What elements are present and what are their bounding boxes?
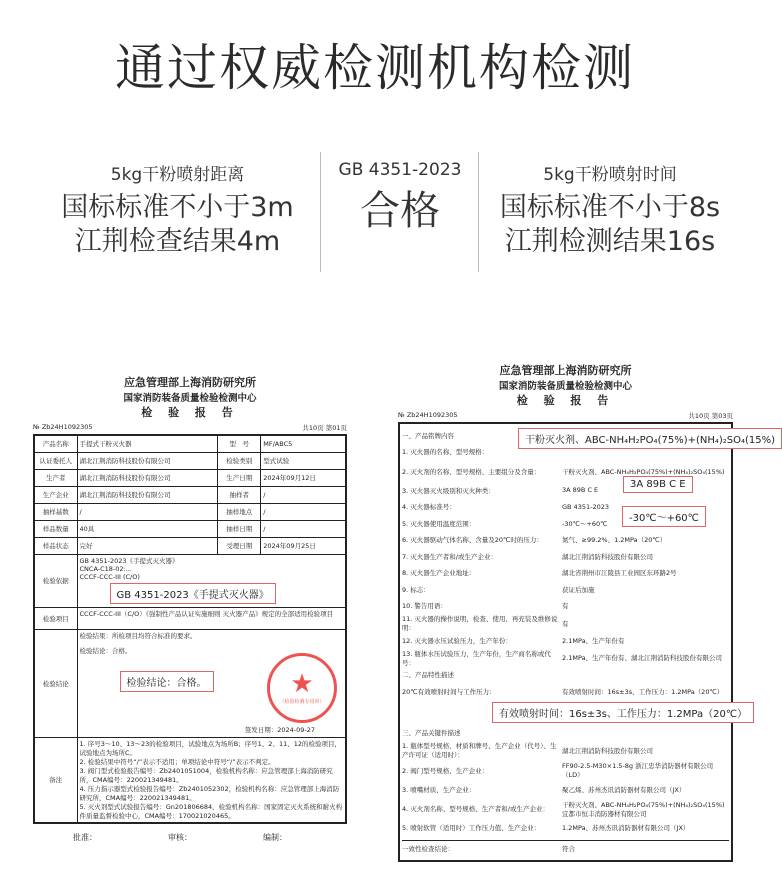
field-label: 11. 灭火器的操作说明，检查、使用、再充装及维修说明： xyxy=(402,615,558,632)
table-row xyxy=(34,486,346,503)
field-label: 3. 喷嘴材质、生产企业： xyxy=(402,785,476,794)
note-item: 2. 检验结果中符号“/”表示不适用；单项结论中符号“/”表示不判定。 xyxy=(79,757,275,766)
field-label: 6. 灭火器驱动气体名称、含量及20℃时的压力： xyxy=(402,536,543,545)
items-text: CCCF-CCC-III（C/O）《强制性产品认证实施细则 灭火器产品》规定的全部适用检验项目 xyxy=(79,609,334,618)
table-row xyxy=(402,725,729,742)
notes-label: 备注 xyxy=(34,737,77,823)
field-label: 20℃有效喷射时间与工作压力： xyxy=(402,687,496,696)
inspection-report-page-1 xyxy=(33,374,347,846)
notes-row xyxy=(34,737,346,823)
report-center: 国家消防装备质量检验检测中心 xyxy=(498,381,632,392)
report-org: 应急管理部上海消防研究所 xyxy=(124,376,256,389)
table-row xyxy=(34,503,346,520)
divider xyxy=(478,152,479,272)
page-number: 共10页 第03页 xyxy=(688,412,733,420)
page-number: 共10页 第01页 xyxy=(302,424,347,432)
official-seal-icon xyxy=(267,653,337,723)
field-value: 1.2MPa、苏州杰讯消防器材有限公司（JX） xyxy=(562,824,690,833)
conclusion-label: 检验结论 xyxy=(34,629,77,737)
field-value: 聚乙烯、苏州杰讯消防器材有限公司（JX） xyxy=(562,785,686,794)
stat-result: 合格 xyxy=(360,188,440,234)
field-label: 10. 警告用语： xyxy=(402,602,447,611)
field-label: 3. 灭火器灭火级别和灭火种类： xyxy=(402,486,495,495)
field-value: 有效喷射时间：16s±3s、工作压力：1.2MPa（20℃） xyxy=(562,687,724,696)
cell-value: / xyxy=(261,520,346,537)
field-value: 干粉灭火剂、ABC-NH₄H₂PO₄(75%)+(NH₄)₂SO₄(15%) 宜都市恒丰消防器材有限公司 xyxy=(562,800,725,818)
stat-label: GB 4351-2023 xyxy=(338,160,462,180)
table-row xyxy=(34,537,346,554)
review-label: 审核： xyxy=(168,833,192,842)
table-row xyxy=(402,632,729,649)
cell-value: 湖北江荆消防科技股份有限公司 xyxy=(77,452,218,469)
note-item: 1. 序号3～10、13～23的检验项目，试验地点为场所B；序号1、2、11、12的检验项目，试验地点为场所C。 xyxy=(79,739,341,757)
field-label: 8. 灭火器生产企业地址： xyxy=(402,569,476,578)
cell-label: 认证委托人 xyxy=(34,452,77,469)
table-row xyxy=(402,759,729,781)
field-value: 3A 89B C E xyxy=(562,486,599,495)
basis-label: 检验依据 xyxy=(34,554,77,607)
cell-label: 产品名称 xyxy=(34,435,77,452)
agent-callout: 干粉灭火剂、ABC-NH₄H₂PO₄(75%)+(NH₄)₂SO₄(15%) xyxy=(518,428,782,449)
table-row xyxy=(402,581,729,598)
cell-value: 湖北江荆消防科技股份有限公司 xyxy=(77,486,218,503)
sign-date: 签发日期：2024-09-27 xyxy=(244,725,315,734)
basis-callout: GB 4351-2023《手提式灭火器》 xyxy=(110,583,276,604)
cell-label: 生产者 xyxy=(34,469,77,486)
report-org: 应急管理部上海消防研究所 xyxy=(499,364,632,377)
basis-content xyxy=(77,554,346,607)
cell-label: 型 号 xyxy=(218,435,261,452)
cell-value: 40具 xyxy=(77,520,218,537)
field-value: -30℃～+60℃ xyxy=(562,519,608,528)
field-label: 2. 灭火剂的名称、型号规格、主要组分及含量： xyxy=(402,467,541,476)
cell-value: 手提式干粉灭火器 xyxy=(77,435,218,452)
spray-time-stat xyxy=(485,160,735,259)
field-value: 干粉灭火剂、ABC-NH₄H₂PO₄(75%)+(NH₄)₂SO₄(15%) xyxy=(562,467,725,476)
field-label: 1. 瓶体型号规格、材质和牌号、生产企业（代号）、生产许可证（适用时）： xyxy=(402,742,557,759)
table-row xyxy=(402,741,729,759)
basis-row xyxy=(34,554,346,607)
cell-label: 受理日期 xyxy=(218,537,261,554)
notes-content xyxy=(77,737,346,823)
field-value: 获证后加施 xyxy=(562,585,595,594)
cell-value: 2024年09月25日 xyxy=(261,537,346,554)
items-content xyxy=(77,607,346,629)
table-row xyxy=(402,598,729,615)
report-number: № Zb24H1092305 xyxy=(33,423,93,431)
field-label: 三、产品关键件描述 xyxy=(402,729,461,738)
cell-value: 完好 xyxy=(77,537,218,554)
cell-label: 样品数量 xyxy=(34,520,77,537)
note-item: 3. 阀门型式检验报告编号：Zb2401051004，检验机构名称：应急管理部上海消防研究所，CMA编号：220021349481。 xyxy=(79,766,333,784)
table-row xyxy=(402,667,729,684)
field-label: 4. 灭火剂名称、型号规格、生产者和/或生产企业： xyxy=(402,805,549,813)
note-item: 4. 压力指示器型式检验报告编号：Zb2401052302，检验机构名称：应急管理部上海消防研究所，CMA编号：220021349481。 xyxy=(79,784,340,802)
table-row xyxy=(402,820,729,837)
table-row xyxy=(34,452,346,469)
note-item: 5. 灭火剂型式试验报告编号：Gn201806684，检验机构名称：国家固定灭火系统和耐火构件质量监督检验中心，CMA编号：170021020465。 xyxy=(79,802,343,820)
spray-time-callout: 有效喷射时间：16s±3s、工作压力：1.2MPa（20℃） xyxy=(492,702,754,723)
field-value: 湖北江荆消防科技股份有限公司 xyxy=(562,746,653,755)
approve-label: 批准： xyxy=(73,833,97,842)
field-label: 二、产品特性描述 xyxy=(402,671,454,680)
field-label: 一、产品铭牌内容 xyxy=(402,431,454,440)
cell-label: 抽样基数 xyxy=(34,503,77,520)
cell-label: 抽样日期 xyxy=(218,520,261,537)
compile-label: 编制： xyxy=(263,833,287,842)
report-center: 国家消防装备质量检验检测中心 xyxy=(123,393,257,404)
items-label: 检验项目 xyxy=(34,607,77,629)
conclusion-row xyxy=(34,629,346,737)
table-row xyxy=(402,781,729,798)
stat-result: 江荆检查结果4m xyxy=(74,226,281,257)
cell-label: 检验类别 xyxy=(218,452,261,469)
basis-item: CNCA-C18-02:... xyxy=(79,564,132,573)
basis-item: CCCF-CCC-III (C/O) xyxy=(79,572,140,581)
report-title: 检 验 报 告 xyxy=(516,394,615,407)
table-row xyxy=(402,798,729,820)
stat-result: 江荆检测结果16s xyxy=(504,226,716,257)
cell-value: 湖北江荆消防科技股份有限公司 xyxy=(77,469,218,486)
stat-standard: 国标标准不小于8s xyxy=(499,192,721,223)
field-value: GB 4351-2023 xyxy=(562,502,609,511)
field-value: 有 xyxy=(562,619,569,628)
field-label: 5. 灭火器使用温度范围： xyxy=(402,519,476,528)
conclusion-text: 检验结论：合格。 xyxy=(79,646,132,655)
table-row xyxy=(402,532,729,549)
conclusion-content xyxy=(77,629,346,737)
cell-value: / xyxy=(261,503,346,520)
basis-item: GB 4351-2023《手提式灭火器》 xyxy=(79,556,179,565)
field-label: 一致性检查结论： xyxy=(402,845,454,854)
field-value: 2.1MPa、生产年份有、湖北江荆消防科技股份有限公司 xyxy=(562,654,723,662)
page-title: 通过权威检测机构检测 xyxy=(115,39,635,97)
result-text: 检验结果：所检项目均符合标准的要求。 xyxy=(79,631,197,640)
cell-value: / xyxy=(77,503,218,520)
report-title: 检 验 报 告 xyxy=(141,406,239,419)
report-number: № Zb24H1092305 xyxy=(398,411,458,419)
stat-standard: 国标标准不小于3m xyxy=(61,192,294,223)
class-callout: 3A 89B C E xyxy=(623,476,693,493)
field-value: 2.1MPa、生产年份有 xyxy=(562,636,625,645)
field-value: 湖北江荆消防科技股份有限公司 xyxy=(562,552,653,561)
cell-label: 抽样地点 xyxy=(218,503,261,520)
field-label: 4. 灭火器标准号： xyxy=(402,503,456,512)
temperature-callout: -30℃～+60℃ xyxy=(622,506,706,527)
table-row xyxy=(402,840,729,857)
cell-value: MF/ABC5 xyxy=(261,435,346,452)
field-label: 2. 阀门型号规格、生产企业： xyxy=(402,766,489,775)
cell-label: 生产企业 xyxy=(34,486,77,503)
field-value: 氮气、≥99.2%、1.2MPa（20℃） xyxy=(562,536,667,545)
field-label: 13. 瓶体水压试验压力，生产年份，生产商名称或代号： xyxy=(402,649,551,667)
field-value: 符合 xyxy=(562,845,575,854)
table-row xyxy=(402,548,729,565)
conclusion-callout: 检验结论：合格。 xyxy=(120,671,214,692)
field-label: 5. 喷射软管（适用时）工作压力值、生产企业： xyxy=(402,824,541,833)
cell-label: 抽样者 xyxy=(218,486,261,503)
table-row xyxy=(402,683,729,700)
table-row xyxy=(34,520,346,537)
field-label: 12. 灭火器水压试验压力，生产年份： xyxy=(402,636,512,645)
field-label: 9. 标志： xyxy=(402,585,430,594)
table-row xyxy=(402,565,729,582)
standard-stat xyxy=(325,160,475,234)
stamp-caption: （检验检测专用章） xyxy=(279,699,325,705)
table-row xyxy=(34,435,346,452)
table-row xyxy=(402,649,729,667)
items-row xyxy=(34,607,346,629)
stat-label: 5kg干粉喷射距离 xyxy=(110,165,245,185)
table-row xyxy=(34,469,346,486)
cell-label: 样品状态 xyxy=(34,537,77,554)
field-label: 1. 灭火器的名称、型号规格： xyxy=(402,448,489,457)
divider xyxy=(320,152,321,272)
field-value: FF90-2.5-M30×1.5-8g 浙江忠华消防器材有限公司（LD） xyxy=(562,762,714,779)
report-table xyxy=(33,434,347,824)
spray-distance-stat xyxy=(40,160,315,259)
cell-label: 生产日期 xyxy=(218,469,261,486)
field-value: 湖北省荆州市江陵县工业园区东环路2号 xyxy=(562,569,677,578)
cell-value: 2024年09月12日 xyxy=(261,469,346,486)
stat-label: 5kg干粉喷射时间 xyxy=(543,165,677,185)
cell-value: 型式试验 xyxy=(261,452,346,469)
table-row xyxy=(402,614,729,632)
cell-value: / xyxy=(261,486,346,503)
field-value: 有 xyxy=(562,602,569,611)
star-icon: ★ xyxy=(290,669,314,699)
field-label: 7. 灭火器生产者和/或生产企业： xyxy=(402,552,497,561)
